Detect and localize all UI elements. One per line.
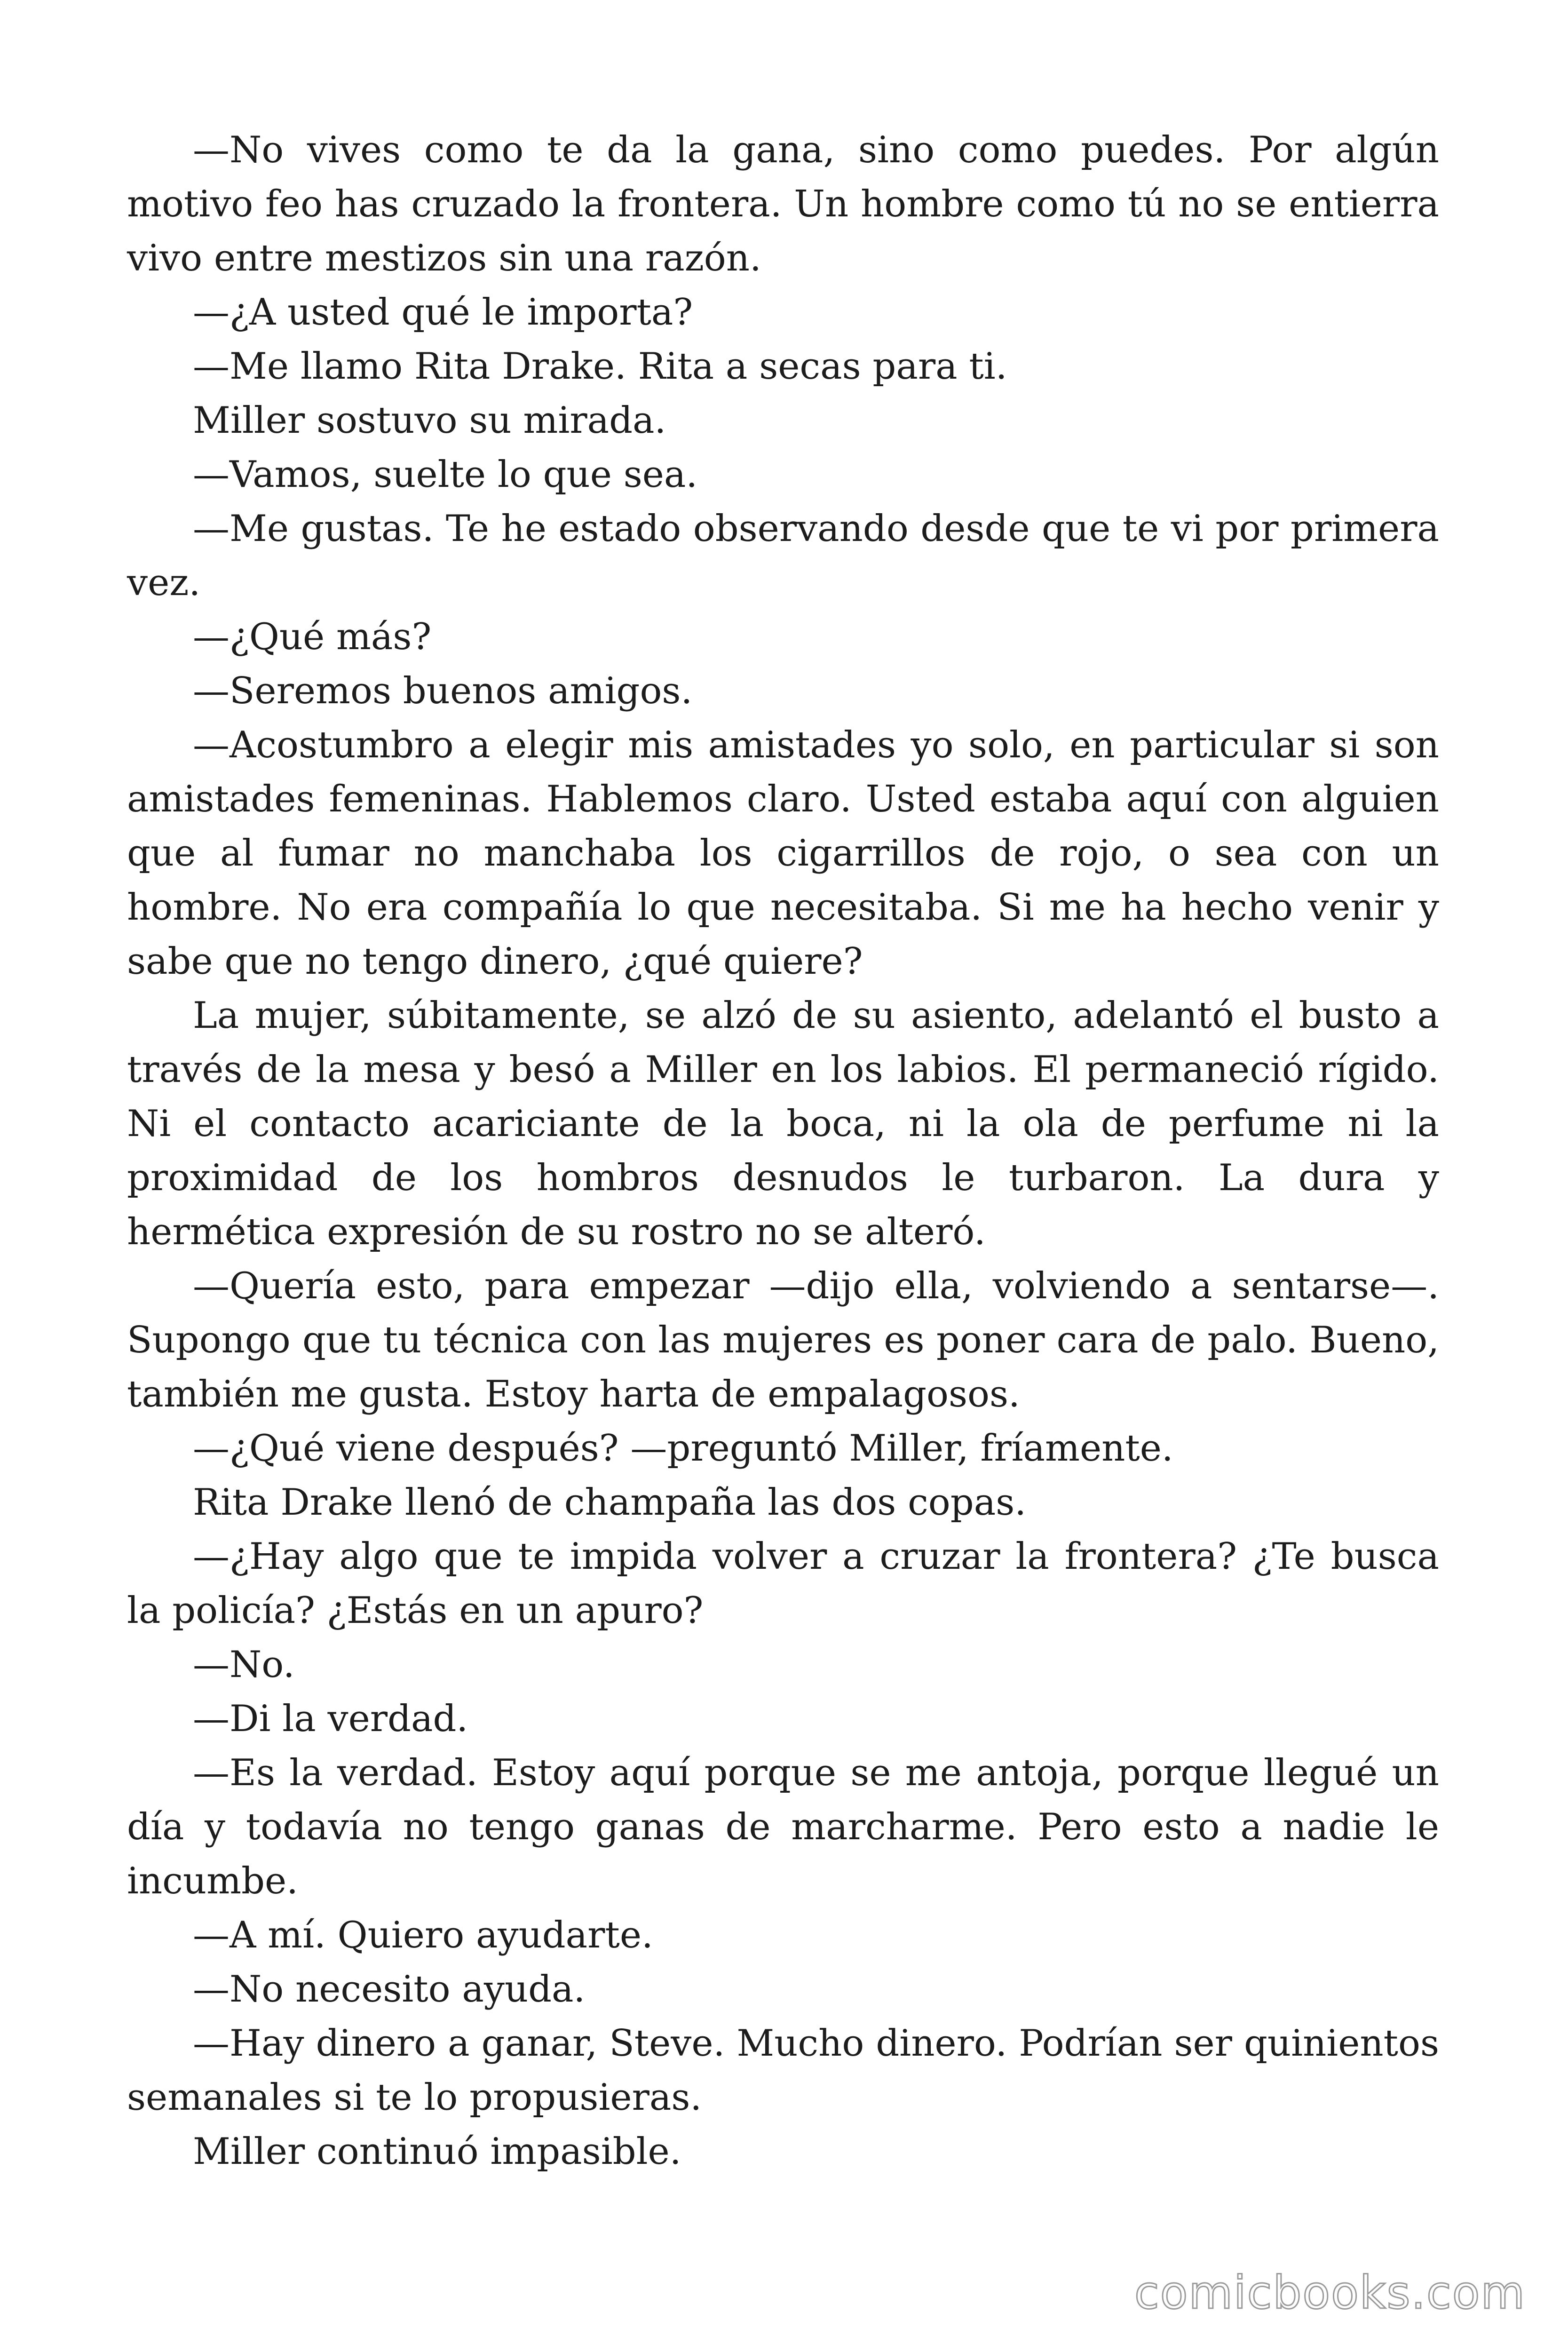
watermark: comicbooks.com [1134, 2266, 1526, 2319]
paragraph: —Hay dinero a ganar, Steve. Mucho dinero. Podrían ser quinientos semanales si te lo propusieras. [127, 2022, 1439, 2119]
paragraph: —¿A usted qué le importa? [193, 291, 693, 334]
paragraph: —¿Qué más? [193, 616, 432, 658]
paragraph: —Di la verdad. [193, 1698, 468, 1740]
paragraph: —¿Hay algo que te impida volver a cruzar la frontera? ¿Te busca la policía? ¿Estás en un apuro? [127, 1535, 1439, 1632]
paragraph: —Acostumbro a elegir mis amistades yo solo, en particular si son amistades femeninas. Hablemos claro. Usted estaba aquí con alguien que al fumar no manchaba los cigarrillos de rojo, o sea con un hombre. No era compañía lo que necesitaba. Si me ha hecho venir y sabe que no tengo dinero, ¿qué quiere? [127, 724, 1439, 983]
paragraph: —No. [193, 1644, 295, 1686]
paragraph: —Es la verdad. Estoy aquí porque se me antoja, porque llegué un día y todavía no tengo ganas de marcharme. Pero esto a nadie le incumbe. [127, 1752, 1439, 1902]
paragraph: —Vamos, suelte lo que sea. [193, 453, 698, 496]
paragraph: Rita Drake llenó de champaña las dos copas. [193, 1481, 1027, 1524]
paragraph: Miller sostuvo su mirada. [193, 399, 666, 442]
paragraph: —¿Qué viene después? —preguntó Miller, fríamente. [193, 1427, 1173, 1470]
paragraph: —Me gustas. Te he estado observando desde que te vi por primera vez. [127, 508, 1439, 604]
page-body [127, 123, 1439, 2179]
paragraph: —A mí. Quiero ayudarte. [193, 1914, 653, 1956]
paragraph: Miller continuó impasible. [193, 2130, 681, 2173]
paragraph: —No vives como te da la gana, sino como puedes. Por algún motivo feo has cruzado la frontera. Un hombre como tú no se entierra vivo entre mestizos sin una razón. [127, 129, 1439, 279]
paragraph: La mujer, súbitamente, se alzó de su asiento, adelantó el busto a través de la mesa y besó a Miller en los labios. El permaneció rígido. Ni el contacto acariciante de la boca, ni la ola de perfume ni la proximidad de los hombros desnudos le turbaron. La dura y hermética expresión de su rostro no se alteró. [127, 994, 1439, 1253]
paragraph: —Me llamo Rita Drake. Rita a secas para ti. [193, 345, 1007, 388]
paragraph: —No necesito ayuda. [193, 1968, 586, 2010]
paragraph: —Seremos buenos amigos. [193, 670, 693, 712]
paragraph: —Quería esto, para empezar —dijo ella, volviendo a sentarse—. Supongo que tu técnica con las mujeres es poner cara de palo. Bueno, también me gusta. Estoy harta de empalagosos. [127, 1265, 1439, 1415]
